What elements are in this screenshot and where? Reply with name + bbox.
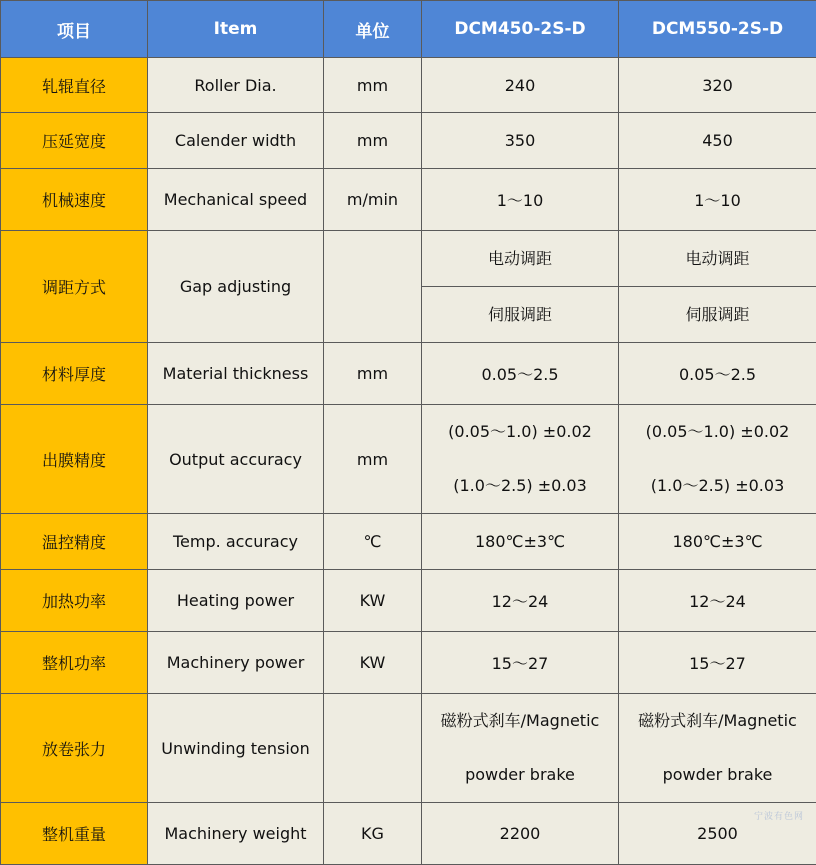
value-line: 磁粉式刹车/Magnetic (422, 694, 618, 748)
row-unit: ℃ (324, 514, 422, 570)
row-value-model-1 (422, 343, 619, 405)
value-line: 15～27 (492, 654, 549, 673)
row-value-model-1 (422, 169, 619, 231)
row-value-model-1 (422, 570, 619, 632)
value-line: 15～27 (689, 654, 746, 673)
row-unit (324, 694, 422, 803)
row-label-item: Machinery power (148, 632, 324, 694)
value-line: 电动调距 (619, 231, 816, 287)
row-label-cn: 材料厚度 (1, 343, 148, 405)
value-line: (0.05～1.0) ±0.02 (619, 405, 816, 459)
value-line: 2200 (500, 824, 541, 843)
row-label-cn: 压延宽度 (1, 113, 148, 169)
row-value-model-1 (422, 803, 619, 865)
row-value-model-2 (619, 231, 816, 343)
watermark: 宁波有色网 (754, 809, 804, 822)
row-label-item: Gap adjusting (148, 231, 324, 343)
row-label-cn: 调距方式 (1, 231, 148, 343)
value-line: (0.05～1.0) ±0.02 (422, 405, 618, 459)
table-row (1, 570, 816, 632)
table-row (1, 343, 816, 405)
value-line: 450 (702, 131, 733, 150)
header-row (1, 1, 816, 58)
row-label-item: Calender width (148, 113, 324, 169)
row-value-model-1 (422, 694, 619, 803)
row-label-cn: 加热功率 (1, 570, 148, 632)
row-unit: KG (324, 803, 422, 865)
row-label-item: Unwinding tension (148, 694, 324, 803)
row-label-cn: 轧辊直径 (1, 58, 148, 113)
value-line: powder brake (422, 748, 618, 802)
row-value-model-2 (619, 343, 816, 405)
value-line: 12～24 (492, 592, 549, 611)
row-label-cn: 出膜精度 (1, 405, 148, 514)
table-row (1, 58, 816, 113)
row-unit: KW (324, 570, 422, 632)
table-row (1, 514, 816, 570)
row-unit: m/min (324, 169, 422, 231)
row-label-cn: 整机功率 (1, 632, 148, 694)
row-unit: mm (324, 343, 422, 405)
table-row (1, 113, 816, 169)
header-unit: 单位 (324, 1, 422, 58)
value-line: 180℃±3℃ (672, 532, 762, 551)
row-label-item: Heating power (148, 570, 324, 632)
row-value-model-2 (619, 632, 816, 694)
row-unit: mm (324, 405, 422, 514)
table-row (1, 694, 816, 803)
value-line: 180℃±3℃ (475, 532, 565, 551)
row-label-item: Machinery weight (148, 803, 324, 865)
spec-body (1, 58, 816, 865)
value-line: (1.0～2.5) ±0.03 (619, 459, 816, 513)
row-value-model-2 (619, 694, 816, 803)
table-row (1, 231, 816, 343)
row-unit: KW (324, 632, 422, 694)
row-value-model-1 (422, 58, 619, 113)
value-line: 0.05～2.5 (679, 365, 756, 384)
table-row (1, 632, 816, 694)
table-row (1, 803, 816, 865)
value-line: 伺服调距 (619, 287, 816, 342)
header-item: Item (148, 1, 324, 58)
row-label-cn: 温控精度 (1, 514, 148, 570)
row-unit (324, 231, 422, 343)
row-value-model-1 (422, 113, 619, 169)
value-line: 320 (702, 76, 733, 95)
row-label-item: Temp. accuracy (148, 514, 324, 570)
row-value-model-2 (619, 514, 816, 570)
value-line: 磁粉式刹车/Magnetic (619, 694, 816, 748)
table-row (1, 405, 816, 514)
value-line: 1～10 (497, 191, 544, 210)
row-label-item: Output accuracy (148, 405, 324, 514)
row-label-item: Roller Dia. (148, 58, 324, 113)
row-value-model-2 (619, 570, 816, 632)
row-value-model-1 (422, 632, 619, 694)
row-value-model-1 (422, 514, 619, 570)
row-label-cn: 放卷张力 (1, 694, 148, 803)
row-label-cn: 机械速度 (1, 169, 148, 231)
value-line: 240 (505, 76, 536, 95)
value-line: 伺服调距 (422, 287, 618, 342)
row-value-model-1 (422, 231, 619, 343)
row-unit: mm (324, 113, 422, 169)
row-value-model-2 (619, 169, 816, 231)
header-model-2: DCM550-2S-D (619, 1, 816, 58)
value-line: (1.0～2.5) ±0.03 (422, 459, 618, 513)
value-line: 电动调距 (422, 231, 618, 287)
row-value-model-1 (422, 405, 619, 514)
row-value-model-2 (619, 405, 816, 514)
row-unit: mm (324, 58, 422, 113)
table-row (1, 169, 816, 231)
row-label-item: Material thickness (148, 343, 324, 405)
row-value-model-2 (619, 113, 816, 169)
row-label-cn: 整机重量 (1, 803, 148, 865)
value-line: powder brake (619, 748, 816, 802)
header-model-1: DCM450-2S-D (422, 1, 619, 58)
value-line: 0.05～2.5 (481, 365, 558, 384)
value-line: 1～10 (694, 191, 741, 210)
value-line: 12～24 (689, 592, 746, 611)
value-line: 2500 (697, 824, 738, 843)
row-value-model-2 (619, 58, 816, 113)
row-label-item: Mechanical speed (148, 169, 324, 231)
header-cn: 项目 (1, 1, 148, 58)
value-line: 350 (505, 131, 536, 150)
